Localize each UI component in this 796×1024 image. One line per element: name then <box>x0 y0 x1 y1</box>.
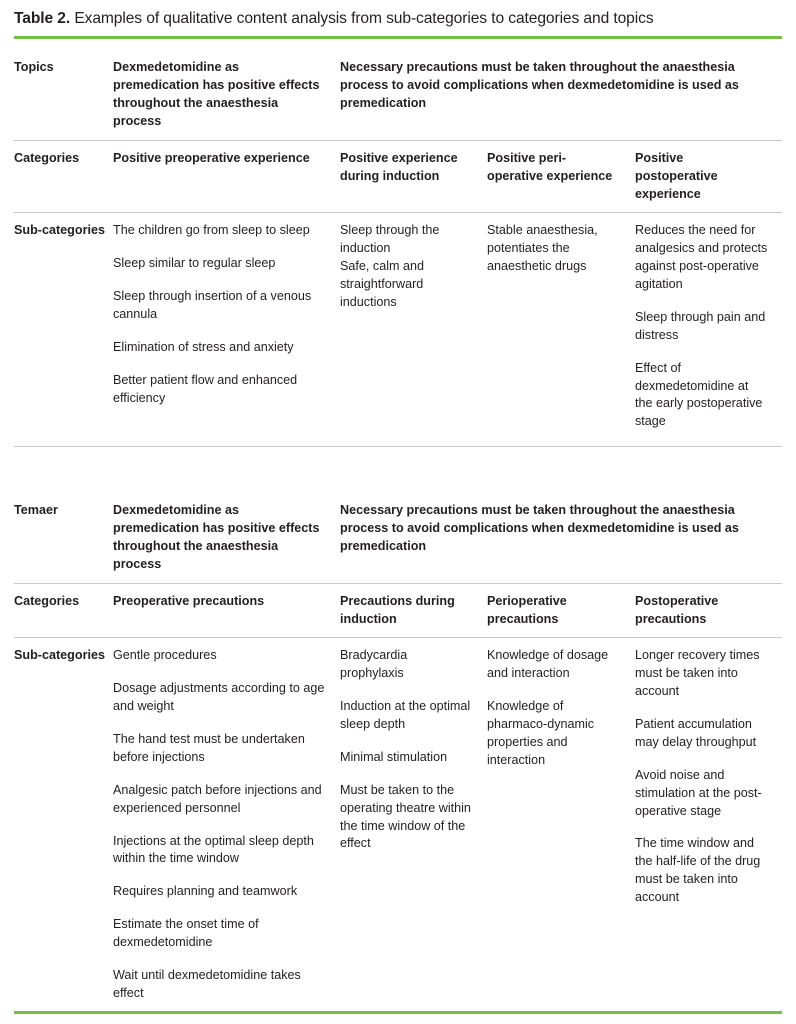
list-item: The hand test must be undertaken before injections <box>113 732 305 764</box>
list-item: Avoid noise and stimulation at the post-operative stage <box>635 767 762 818</box>
table-caption <box>14 0 782 36</box>
list-item: Sleep through the induction <box>340 223 440 256</box>
table-row <box>14 493 782 583</box>
table-row <box>14 39 782 140</box>
subcategory-cell-1 <box>113 213 340 440</box>
table-topics <box>14 39 782 440</box>
row-label-categories: Categories <box>14 583 113 638</box>
list-item: Better patient flow and enhanced efficiency <box>113 372 298 405</box>
list-item: Bradycardia prophylaxis <box>340 648 408 681</box>
list-item: Sleep through insertion of a venous cannula <box>113 289 312 322</box>
list-item: Patient accumulation may delay throughput <box>635 717 757 749</box>
list-item: Wait until dexmedetomidine takes effect <box>113 967 301 1000</box>
category-cell-3: Positive peri-operative experience <box>487 140 635 213</box>
list-item: Dosage adjustments according to age and weight <box>113 681 325 714</box>
list-item: Sleep through pain and distress <box>635 309 766 342</box>
list-item: Knowledge of pharmaco-dynamic properties and interaction <box>487 699 595 767</box>
category-cell-2: Positive experience during induction <box>340 140 487 213</box>
list-item: Knowledge of dosage and interaction <box>487 648 609 681</box>
table-temaer <box>14 493 782 1012</box>
list-item: Elimination of stress and anxiety <box>113 339 294 354</box>
list-item: Must be taken to the operating theatre within the time window of the effect <box>340 782 471 851</box>
list-item: Longer recovery times must be taken into account <box>635 648 760 699</box>
list-item: Effect of dexmedetomidine at the early postoperative stage <box>635 360 763 429</box>
category-cell-4: Postoperative precautions <box>635 583 782 638</box>
table-row <box>14 583 782 638</box>
list-item: Estimate the onset time of dexmedetomidine <box>113 917 259 950</box>
list-item: Reduces the need for analgesics and protects against post-operative agitation <box>635 223 768 292</box>
subcategory-cell-1 <box>113 638 340 1012</box>
category-cell-1: Positive preoperative experience <box>113 140 340 213</box>
list-item: Minimal stimulation <box>340 749 448 764</box>
subcategory-cell-4 <box>635 213 782 440</box>
caption-text: Examples of qualitative content analysis from sub-categories to categories and topics <box>70 10 654 27</box>
category-cell-3: Perioperative precautions <box>487 583 635 638</box>
list-item: Gentle procedures <box>113 648 217 663</box>
row-label-topics: Topics <box>14 60 54 75</box>
subcategory-cell-3 <box>487 638 635 1012</box>
page-bottom-rule <box>14 1011 782 1014</box>
table-row <box>14 140 782 213</box>
topic-cell-2: Necessary precautions must be taken throughout the anaesthesia process to avoid complications when dexmedetomidine is used as premedication <box>340 60 739 111</box>
list-item: Injections at the optimal sleep depth within the time window <box>113 833 314 866</box>
category-cell-4: Positive postoperative experience <box>635 140 782 213</box>
page-bottom-rule-wrap <box>14 1011 782 1014</box>
list-item: Sleep similar to regular sleep <box>113 256 276 271</box>
list-item: The children go from sleep to sleep <box>113 223 310 238</box>
row-label-categories: Categories <box>14 140 113 213</box>
list-item: Requires planning and teamwork <box>113 884 298 899</box>
category-cell-2: Precautions during induction <box>340 583 487 638</box>
row-label-temaer: Temaer <box>14 503 58 518</box>
subcategory-cell-2 <box>340 638 487 1012</box>
list-item: Safe, calm and straightforward inductions <box>340 259 425 309</box>
table-row <box>14 213 782 440</box>
subcategory-cell-4 <box>635 638 782 1012</box>
topic-cell-2: Necessary precautions must be taken throughout the anaesthesia process to avoid complications when dexmedetomidine is used as premedication <box>340 503 739 553</box>
row-label-subcategories: Sub-categories <box>14 638 113 1012</box>
topic-cell-1: Dexmedetomidine as premedication has positive effects throughout the anaesthesia process <box>113 503 320 571</box>
subcategory-cell-2 <box>340 213 487 440</box>
list-item: Stable anaesthesia, potentiates the anaesthetic drugs <box>487 223 598 274</box>
subcategory-cell-3 <box>487 213 635 440</box>
list-item: Induction at the optimal sleep depth <box>340 699 471 732</box>
topic-cell-1: Dexmedetomidine as premedication has positive effects throughout the anaesthesia process <box>113 60 320 128</box>
table-row <box>14 638 782 1012</box>
list-item: The time window and the half-life of the drug must be taken into account <box>635 836 761 905</box>
caption-label: Table 2. <box>14 10 71 27</box>
category-cell-1: Preoperative precautions <box>113 583 340 638</box>
row-label-subcategories: Sub-categories <box>14 213 113 440</box>
inter-table-gap <box>14 447 782 493</box>
list-item: Analgesic patch before injections and experienced personnel <box>113 782 322 815</box>
